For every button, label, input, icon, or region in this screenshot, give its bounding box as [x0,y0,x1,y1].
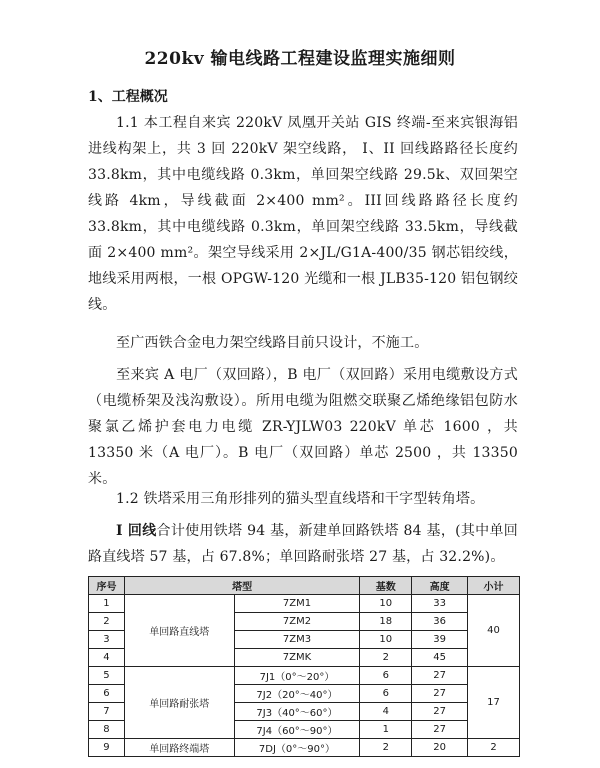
cell-height: 27 [412,685,468,703]
cell-type: 7ZM1 [234,595,360,613]
cell-count: 10 [360,595,412,613]
header-no: 序号 [89,577,125,595]
cell-no: 5 [89,667,125,685]
cell-no: 6 [89,685,125,703]
table-row [89,595,520,613]
paragraph-text: 1.1 本工程自来宾 220kV 凤凰开关站 GIS 终端-至来宾银海铝进线构架上，共 3 回 220kV 架空线路， I、II 回线路路径长度约 33.8km，其中电缆线路 0.3km，单回架空线路 29.5k、双回架空线路 4km，导线截面 2×400 mm²。III回线路路径长度约 33.8km，其中电缆线路 0.3km，单回架空线路 33.5km，导线截面 2×400 mm²。架空导线采用 2×JL/G1A-400/35 钢芯铝绞线，地线采用两根，一根 OPGW-120 光缆和一根 JLB35-120 铝包钢绞线。 [88,115,518,313]
cell-no: 4 [89,649,125,667]
cell-type: 7ZM2 [234,613,360,631]
cell-count: 4 [360,703,412,721]
paragraph-alloy-line [88,330,518,356]
cell-count: 2 [360,739,412,757]
cell-count: 2 [360,649,412,667]
table-row [89,667,520,685]
cell-subtotal: 40 [468,595,520,667]
cell-height: 33 [412,595,468,613]
cell-height: 27 [412,703,468,721]
cell-group: 单回路直线塔 [124,595,234,667]
table-row [89,739,520,757]
paragraph-text: 至广西铁合金电力架空线路目前只设计，不施工。 [116,335,429,351]
cell-height: 45 [412,649,468,667]
cell-no: 3 [89,631,125,649]
paragraph-line-one [88,518,518,570]
document-title: 220kv 输电线路工程建设监理实施细则 [144,49,456,69]
cell-type: 7J3（40°～60°） [234,703,360,721]
paragraph-text: 至来宾 A 电厂（双回路），B 电厂（双回路）采用电缆敷设方式（电缆桥架及浅沟敷设）。所用电缆为阻燃交联聚乙烯绝缘铝包防水聚氯乙烯护套电力电缆 ZR-YJLW03 220kV 单芯 1600 ，共 13350 米（A 电厂）。B 电厂（双回路）单芯 2500 ，共 13350 米。 [88,367,518,487]
cell-count: 10 [360,631,412,649]
cell-height: 27 [412,721,468,739]
paragraph-tower-type [88,486,518,512]
paragraph-text: 合计使用铁塔 94 基，新建单回路铁塔 84 基，(其中单回路直线塔 57 基，占 67.8%；单回路耐张塔 27 基，占 32.2%)。 [88,523,518,565]
paragraph-line-overview [88,110,518,318]
header-type: 塔型 [124,577,359,595]
cell-subtotal: 2 [468,739,520,757]
cell-group: 单回路耐张塔 [124,667,234,739]
cell-type: 7DJ（0°～90°） [234,739,360,757]
cell-type: 7ZMK [234,649,360,667]
header-height: 高度 [412,577,468,595]
cell-count: 6 [360,667,412,685]
cell-no: 7 [89,703,125,721]
header-subtotal: 小计 [468,577,520,595]
paragraph-text: 1.2 铁塔采用三角形排列的猫头型直线塔和干字型转角塔。 [116,491,485,507]
cell-type: 7J1（0°～20°） [234,667,360,685]
cell-count: 6 [360,685,412,703]
cell-type: 7J4（60°～90°） [234,721,360,739]
cell-type: 7J2（20°～40°） [234,685,360,703]
header-count: 基数 [360,577,412,595]
cell-height: 36 [412,613,468,631]
cell-no: 1 [89,595,125,613]
table-header-row [89,577,520,595]
cell-height: 20 [412,739,468,757]
tower-table [88,576,520,757]
cell-count: 18 [360,613,412,631]
line-one-label: I 回线 [116,523,157,539]
cell-subtotal: 17 [468,667,520,739]
section-heading: 1、工程概况 [88,89,168,105]
cell-group: 单回路终端塔 [124,739,234,757]
cell-height: 39 [412,631,468,649]
cell-no: 9 [89,739,125,757]
paragraph-cable [88,362,518,492]
cell-no: 8 [89,721,125,739]
cell-no: 2 [89,613,125,631]
cell-height: 27 [412,667,468,685]
cell-type: 7ZM3 [234,631,360,649]
cell-count: 1 [360,721,412,739]
